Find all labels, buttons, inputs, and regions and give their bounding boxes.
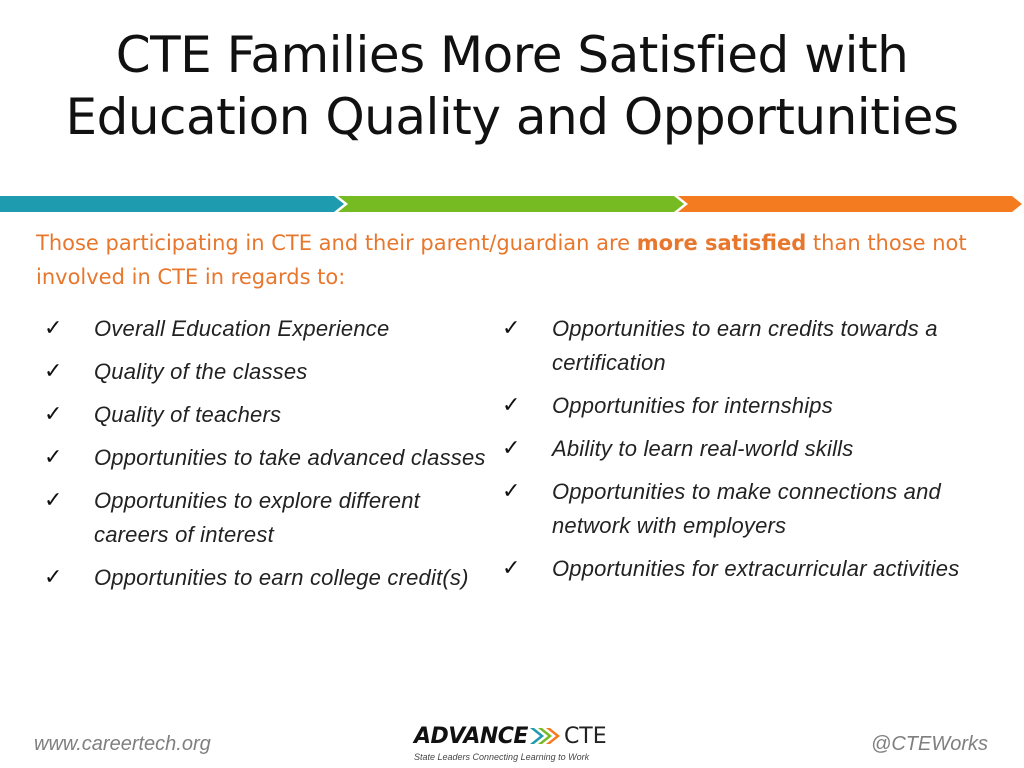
list-item <box>502 552 982 586</box>
list-item <box>44 441 494 475</box>
check-icon: ✓ <box>502 479 521 504</box>
list-item-text: Opportunities for internships <box>552 393 833 418</box>
color-band-divider <box>0 192 1024 216</box>
check-icon: ✓ <box>502 556 521 581</box>
list-item-text: Quality of teachers <box>94 402 282 427</box>
slide-title <box>0 24 1024 148</box>
logo-wordmark <box>414 722 614 750</box>
logo-chevron-icon <box>528 726 562 746</box>
footer-website[interactable]: www.careertech.org <box>34 733 211 755</box>
right-checklist <box>502 312 982 595</box>
list-item <box>44 398 494 432</box>
list-item <box>44 355 494 389</box>
check-icon: ✓ <box>44 359 63 384</box>
list-item <box>44 312 494 346</box>
list-item <box>502 389 982 423</box>
list-item <box>44 561 494 595</box>
list-item-text: Opportunities to make connections and network with employers <box>552 479 941 538</box>
logo-cte-word: CTE <box>563 723 607 749</box>
list-item-text: Opportunities to take advanced classes <box>94 445 486 470</box>
intro-part-1: Those participating in CTE and their parent/guardian are <box>36 231 637 255</box>
band-green <box>338 196 684 212</box>
list-item <box>44 484 494 552</box>
title-line-1: CTE Families More Satisfied with <box>115 26 909 84</box>
list-item-text: Overall Education Experience <box>94 316 390 341</box>
list-item <box>502 475 982 543</box>
advance-cte-logo <box>414 722 614 766</box>
check-icon: ✓ <box>502 316 521 341</box>
left-checklist <box>44 312 494 604</box>
band-orange <box>678 196 1022 212</box>
check-icon: ✓ <box>44 488 63 513</box>
footer-handle[interactable]: @CTEWorks <box>871 733 988 755</box>
list-item-text: Opportunities to earn credits towards a certification <box>552 316 938 375</box>
title-line-2: Education Quality and Opportunities <box>65 88 959 146</box>
list-item-text: Ability to learn real-world skills <box>552 436 854 461</box>
list-item-text: Opportunities to earn college credit(s) <box>94 565 469 590</box>
intro-text <box>36 226 996 294</box>
list-item <box>502 432 982 466</box>
band-teal <box>0 196 344 212</box>
check-icon: ✓ <box>44 565 63 590</box>
logo-advance-word: ADVANCE <box>414 723 528 749</box>
check-icon: ✓ <box>44 316 63 341</box>
list-item <box>502 312 982 380</box>
list-item-text: Opportunities for extracurricular activities <box>552 556 960 581</box>
intro-part-2: than those not involved in CTE in regards to: <box>36 231 967 289</box>
logo-tagline: State Leaders Connecting Learning to Work <box>414 752 590 762</box>
list-item-text: Opportunities to explore different careers of interest <box>94 488 420 547</box>
check-icon: ✓ <box>502 393 521 418</box>
check-icon: ✓ <box>44 402 63 427</box>
check-icon: ✓ <box>502 436 521 461</box>
check-icon: ✓ <box>44 445 63 470</box>
intro-emphasis: more satisfied <box>636 231 807 255</box>
list-item-text: Quality of the classes <box>94 359 308 384</box>
